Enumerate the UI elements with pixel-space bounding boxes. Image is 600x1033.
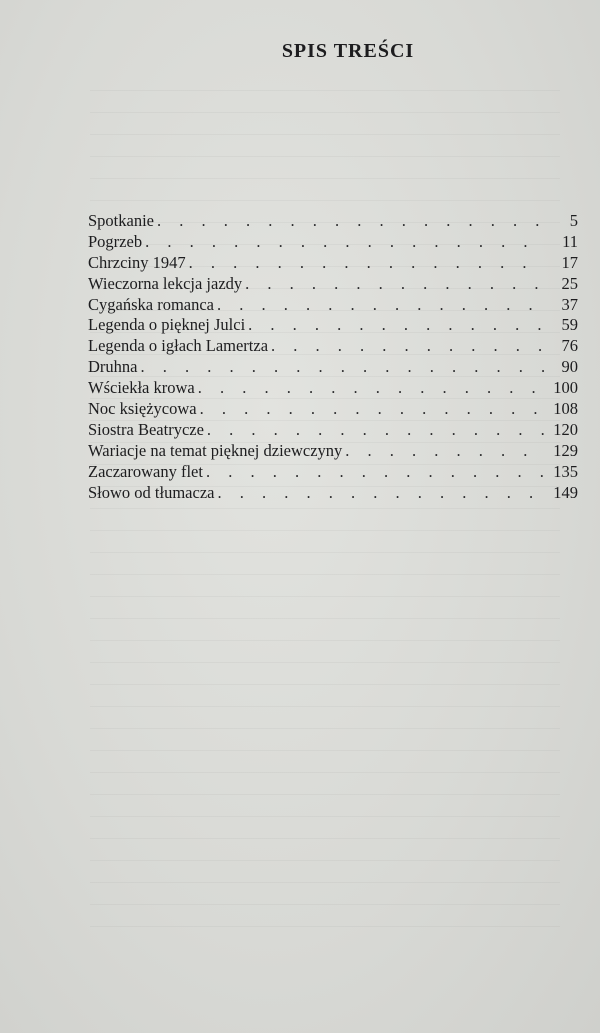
- toc-entry-siostra-beatrycze: [88, 420, 578, 441]
- toc-entry-page: 59: [561, 315, 578, 335]
- toc-entry-page: 11: [562, 231, 578, 251]
- toc-entry-noc-ksiezycowa: [88, 399, 578, 420]
- dot-leader: [217, 295, 544, 316]
- toc-entry-page: 100: [553, 378, 578, 398]
- toc-entry-title: Wściekła krowa: [88, 378, 195, 398]
- dot-leader: [198, 378, 544, 399]
- toc-entry-zaczarowany-flet: [88, 462, 578, 483]
- toc-entry-title: Druhna: [88, 357, 138, 377]
- dot-leader: [200, 399, 544, 420]
- toc-entry-page: 5: [569, 211, 578, 230]
- toc-entry-title: Pogrzeb: [88, 231, 143, 251]
- toc-entry-page: 120: [553, 419, 578, 439]
- toc-entry-spotkanie: [88, 211, 578, 232]
- toc-entry-chrzciny: [88, 253, 578, 274]
- dot-leader: [207, 420, 544, 441]
- toc-entry-title: Chrzciny 1947: [88, 252, 186, 272]
- toc-entry-title: Cygańska romanca: [88, 294, 214, 314]
- toc-entry-title: Legenda o pięknej Julci: [88, 315, 246, 335]
- dot-leader: [157, 211, 544, 232]
- toc-entry-slowo-od-tlumacza: [88, 483, 578, 504]
- toc-entry-page: 25: [561, 273, 578, 293]
- toc-entry-page: 135: [553, 461, 578, 481]
- toc-entry-druhna: [88, 357, 578, 378]
- toc-entry-title: Wariacje na temat pięknej dziewczyny: [88, 440, 343, 460]
- dot-leader: [217, 483, 544, 504]
- toc-entry-title: Noc księżycowa: [88, 399, 197, 419]
- dot-leader: [248, 315, 544, 336]
- toc-entry-page: 17: [561, 252, 578, 272]
- toc-entry-page: 90: [561, 357, 578, 377]
- toc-entry-title: Spotkanie: [88, 211, 154, 230]
- dot-leader: [245, 274, 544, 295]
- toc-entry-page: 129: [553, 440, 578, 460]
- toc-entry-title: Legenda o igłach Lamertza: [88, 336, 269, 356]
- toc-entry-title: Wieczorna lekcja jazdy: [88, 273, 243, 293]
- toc-entry-title: Słowo od tłumacza: [88, 482, 215, 502]
- toc-entry-cyganska-romanca: [88, 295, 578, 316]
- dot-leader: [189, 253, 544, 274]
- dot-leader: [206, 462, 544, 483]
- toc-entry-page: 149: [553, 482, 578, 502]
- dot-leader: [345, 441, 544, 462]
- table-of-contents: [88, 211, 578, 503]
- toc-entry-legenda-lamertza: [88, 336, 578, 357]
- toc-entry-title: Siostra Beatrycze: [88, 419, 204, 439]
- dot-leader: [145, 232, 544, 253]
- toc-entry-page: 108: [553, 399, 578, 419]
- toc-entry-wariacje: [88, 441, 578, 462]
- toc-entry-page: 76: [561, 336, 578, 356]
- page-title: SPIS TREŚCI: [281, 40, 415, 62]
- toc-entry-wieczorna-lekcja: [88, 274, 578, 295]
- dot-leader: [140, 357, 544, 378]
- dot-leader: [271, 336, 544, 357]
- toc-entry-page: 37: [561, 294, 578, 314]
- toc-entry-legenda-julci: [88, 315, 578, 336]
- toc-entry-pogrzeb: [88, 232, 578, 253]
- toc-entry-title: Zaczarowany flet: [88, 461, 203, 481]
- toc-entry-wsciekla-krowa: [88, 378, 578, 399]
